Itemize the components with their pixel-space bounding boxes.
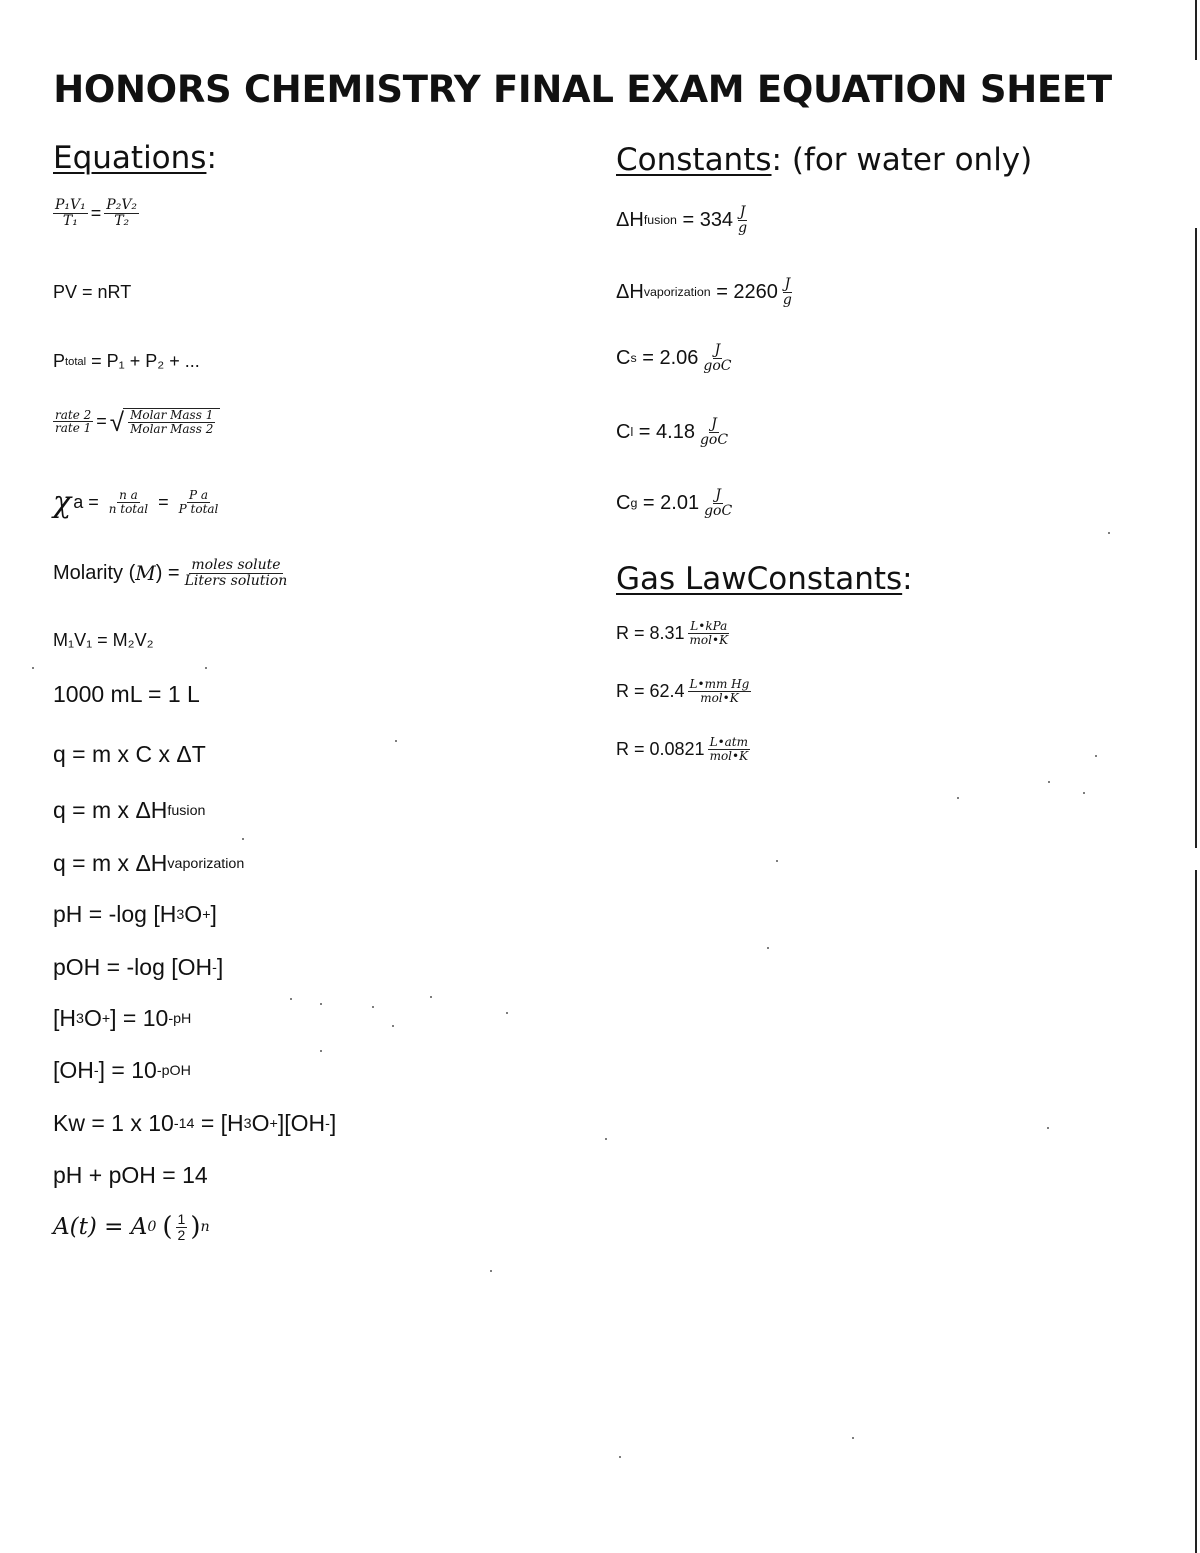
oh-concentration: [OH - ] = 10 -pOH xyxy=(53,1057,191,1083)
ph-equation: pH = -log [H 3 O + ] xyxy=(53,901,217,927)
scan-speck xyxy=(242,838,244,840)
scan-speck xyxy=(1047,1127,1049,1129)
constant-specific-heat-solid: C s = 2.06 $\frac{J}{\text{goC}}$ xyxy=(616,342,732,374)
poh-equation: pOH = -log [OH - ] xyxy=(53,954,224,980)
equations-heading: Equations: xyxy=(53,140,217,176)
constant-heat-vaporization: ΔH vaporization = 2260 $\frac{J}{g}$ xyxy=(616,276,792,308)
scan-speck xyxy=(767,947,769,949)
scan-edge-line xyxy=(1195,0,1197,60)
scan-speck xyxy=(1108,532,1110,534)
heat-equation: q = m x C x ΔT xyxy=(53,741,206,767)
constants-note: (for water only) xyxy=(791,142,1033,178)
scan-speck xyxy=(605,1138,607,1140)
scan-speck xyxy=(776,860,778,862)
scan-speck xyxy=(320,1050,322,1052)
gas-constant-mmhg: R = 62.4 $\frac{\text{L•mm Hg}}{\text{mol•K}}$ xyxy=(616,677,750,705)
combined-gas-law: $\frac{\text{P₁V₁}}{\text{T₁}}$ = $\frac{\text{P₂V₂}}{\text{T₂}}$ xyxy=(55,197,138,229)
dilution: M₁V₁ = M₂V₂ xyxy=(53,630,154,650)
gas-constant-atm: R = 0.0821 $\frac{\text{L•atm}}{\text{mol•K}}$ xyxy=(616,735,749,763)
scan-speck xyxy=(1048,781,1050,783)
gas-constant-kpa: R = 8.31 $\frac{\text{L•kPa}}{\text{mol•K}}$ xyxy=(616,619,729,647)
scan-speck xyxy=(372,1006,374,1008)
ph-poh-sum: pH + pOH = 14 xyxy=(53,1162,208,1188)
scan-speck xyxy=(852,1437,854,1439)
scan-speck xyxy=(32,667,34,669)
scan-edge-line xyxy=(1195,870,1197,1553)
scan-speck xyxy=(205,667,207,669)
heat-fusion: q = m x ΔH fusion xyxy=(53,797,206,823)
gas-constants-heading: Gas LawConstants: xyxy=(616,561,913,597)
scan-speck xyxy=(395,740,397,742)
kw-equation: Kw = 1 x 10 -14 = [H 3 O + ][OH - ] xyxy=(53,1110,337,1136)
volume-conversion: 1000 mL = 1 L xyxy=(53,681,200,707)
scan-speck xyxy=(490,1270,492,1272)
scan-speck xyxy=(506,1012,508,1014)
scan-speck xyxy=(290,998,292,1000)
grahams-law: $\frac{\text{rate 2}}{\text{rate 1}}$ = √ $\frac{\text{Molar Mass 1}}{\text{Molar Mass 2}}$ xyxy=(50,408,220,435)
h3o-concentration: [H 3 O + ] = 10 -pH xyxy=(53,1005,192,1031)
constants-heading: Constants: (for water only) xyxy=(616,142,1033,178)
constant-heat-fusion: ΔH fusion = 334 $\frac{J}{g}$ xyxy=(616,204,748,236)
constant-specific-heat-liquid: C l = 4.18 $\frac{J}{\text{goC}}$ xyxy=(616,416,729,448)
page-title: HONORS CHEMISTRY FINAL EXAM EQUATION SHEET xyxy=(53,68,1112,111)
scan-speck xyxy=(957,797,959,799)
scan-speck xyxy=(1095,755,1097,757)
scan-speck xyxy=(392,1025,394,1027)
mole-fraction: 𝜒 a = $\frac{\text{n a}}{\text{n total}}$ = $\frac{\text{P a}}{\text{P total}}$ xyxy=(53,485,219,520)
ideal-gas-law: PV = nRT xyxy=(53,282,132,302)
heat-vaporization: q = m x ΔH vaporization xyxy=(53,850,245,876)
daltons-law: P total = P₁ + P₂ + ... xyxy=(53,351,200,371)
decay-equation: A(t) = A 0 ( $\frac{1}{2}$ ) n xyxy=(53,1211,210,1243)
scan-speck xyxy=(430,996,432,998)
scan-speck xyxy=(320,1003,322,1005)
scan-edge-line xyxy=(1195,228,1197,848)
scan-speck xyxy=(1083,792,1085,794)
molarity: Molarity ( M ) = $\frac{\text{moles solute}}{\text{Liters solution}}$ xyxy=(53,557,288,589)
constant-specific-heat-gas: C g = 2.01 $\frac{J}{\text{goC}}$ xyxy=(616,487,733,519)
scan-speck xyxy=(619,1456,621,1458)
